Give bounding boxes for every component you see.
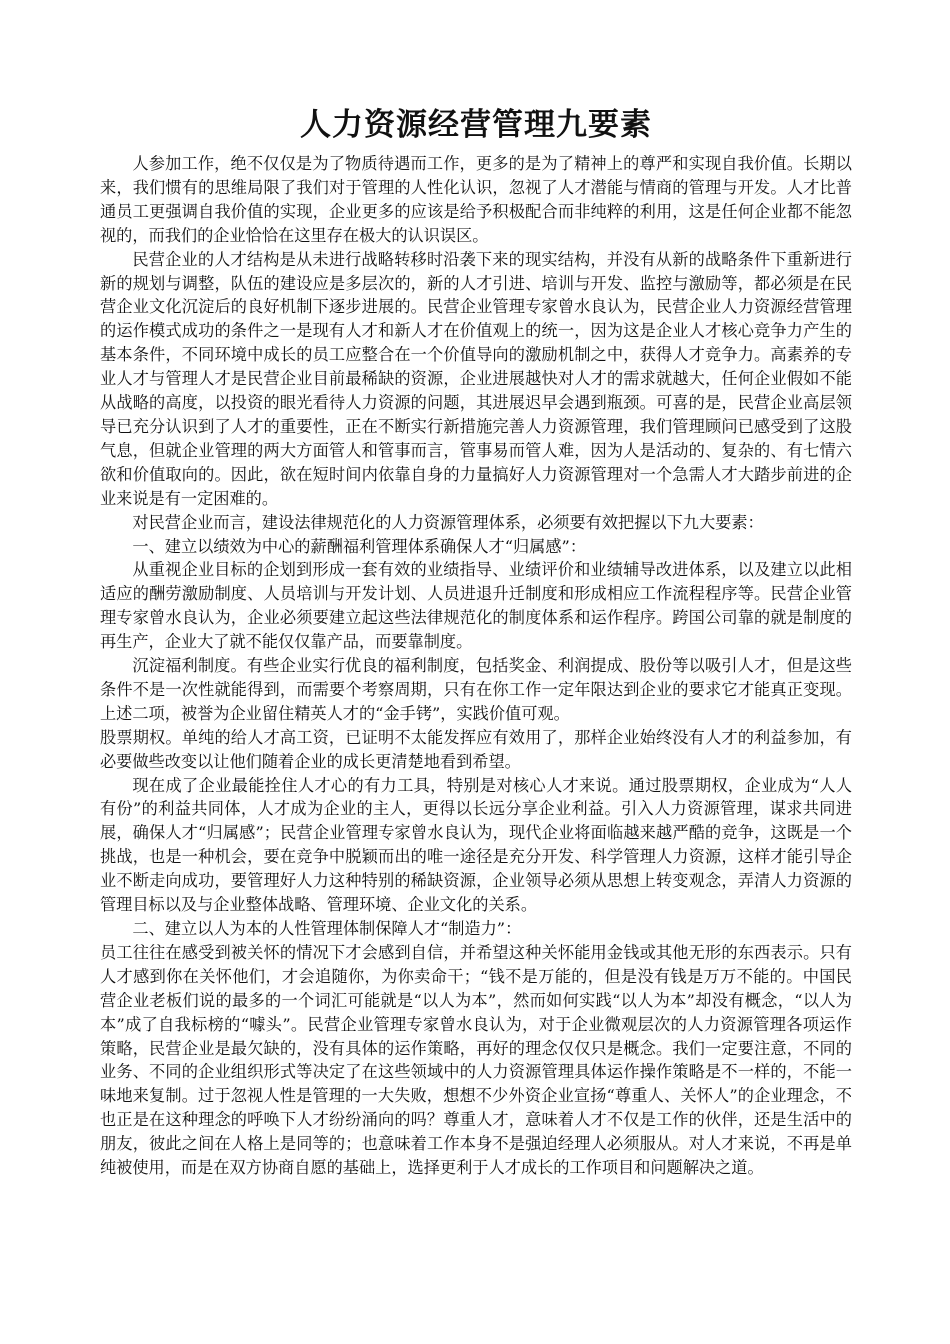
paragraph-welfare-system: 沉淀福利制度。有些企业实行优良的福利制度，包括奖金、利润提成、股份等以吸引人才，但是这些条件不是一次性就能得到，而需要个考察周期，只有在你工作一定年限达到企业的要求它才能真正变现。上述二项，被誉为企业留住精英人才的“金手铐”，实践价值可观。: [100, 656, 852, 723]
document-title: 人力资源经营管理九要素: [300, 107, 652, 143]
document-page: [100, 98, 852, 1180]
paragraph-talent-structure: 民营企业的人才结构是从未进行战略转移时沿袭下来的现实结构，并没有从新的战略条件下重新进行新的规划与调整，队伍的建设应是多层次的，新的人才引进、培训与开发、监控与激励等，都必须是在民营企业文化沉淀后的良好机制下逐步进展的。民营企业管理专家曾水良认为，民营企业人力资源经营管理的运作模式成功的条件之一是现有人才和新人才在价值观上的统一，因为这是企业人才核心竞争力产生的基本条件，不同环境中成长的员工应整合在一个价值导向的激励机制之中，获得人才竞争力。高素养的专业人才与管理人才是民营企业目前最稀缺的资源，企业进展越快对人才的需求就越大，任何企业假如不能从战略的高度，以投资的眼光看待人力资源的问题，其进展迟早会遇到瓶颈。可喜的是，民营企业高层领导已充分认识到了人才的重要性，正在不断实行新措施完善人力资源管理，我们管理顾问已感受到了这股气息，但就企业管理的两大方面管人和管事而言，管事易而管人难，因为人是活动的、复杂的、有七情六欲和价值取向的。因此，欲在短时间内依靠自身的力量搞好人力资源管理对一个急需人才大踏步前进的企业来说是有一定困难的。: [100, 249, 852, 508]
paragraph-intro: 人参加工作，绝不仅仅是为了物质待遇而工作，更多的是为了精神上的尊严和实现自我价值。长期以来，我们惯有的思维局限了我们对于管理的人性化认识，忽视了人才潜能与情商的管理与开发。人才比普通员工更强调自我价值的实现，企业更多的应该是给予积极配合而非纯粹的利用，这是任何企业都不能忽视的，而我们的企业恰恰在这里存在极大的认识误区。: [100, 154, 852, 245]
paragraph-stock-options: 股票期权。单纯的给人才高工资，已证明不太能发挥应有效用了，那样企业始终没有人才的利益参加，有必要做些改变以让他们随着企业的成长更清楚地看到希望。: [100, 727, 852, 771]
paragraph-people-oriented: 员工往往在感受到被关怀的情况下才会感到自信，并希望这种关怀能用金钱或其他无形的东西表示。只有人才感到你在关怀他们，才会追随你，为你卖命干；“钱不是万能的，但是没有钱是万万不能的。中国民营企业老板们说的最多的一个词汇可能就是“以人为本”，然而如何实践“以人为本”却没有概念，“以人为本”成了自我标榜的“噱头”。民营企业管理专家曾水良认为，对于企业微观层次的人力资源管理各项运作策略，民营企业是最欠缺的，没有具体的运作策略，再好的理念仅仅只是概念。我们一定要注意，不同的业务、不同的企业组织形式等决定了在这些领域中的人力资源管理具体运作操作策略是不一样的，不能一味地来复制。过于忽视人性是管理的一大失败，想想不少外资企业宣扬“尊重人、关怀人”的企业理念，不也正是在这种理念的呼唤下人才纷纷涌向的吗？尊重人才，意味着人才不仅是工作的伙伴，还是生活中的朋友，彼此之间在人格上是同等的；也意味着工作本身不是强迫经理人必须服从。对人才来说，不再是单纯被使用，而是在双方协商自愿的基础上，选择更利于人才成长的工作项目和问题解决之道。: [100, 942, 852, 1178]
paragraph-stock-options-effect: 现在成了企业最能拴住人才心的有力工具，特别是对核心人才来说。通过股票期权，企业成为“人人有份”的利益共同体，人才成为企业的主人，更得以长远分享企业利益。引入人力资源管理，谋求共同进展，确保人才“归属感”；民营企业管理专家曾水良认为，现代企业将面临越来越严酷的竞争，这既是一个挑战，也是一种机会，要在竞争中脱颖而出的唯一途径是充分开发、科学管理人力资源，这样才能引导企业不断走向成功，要管理好人力这种特别的稀缺资源，企业领导必须从思想上转变观念，弄清人力资源的管理目标以及与企业整体战略、管理环境、企业文化的关系。: [100, 775, 852, 915]
section-heading-2: 二、建立以人为本的人性管理体制保障人才“制造力”：: [132, 919, 522, 938]
paragraph-performance-system: 从重视企业目标的企划到形成一套有效的业绩指导、业绩评价和业绩辅导改进体系，以及建立以此相适应的酬劳激励制度、人员培训与开发计划、人员进退升迁制度和形成相应工作流程程序等。民营企业管理专家曾水良认为，企业必须要建立起这些法律规范化的制度体系和运作程序。跨国公司靠的就是制度的再生产，企业大了就不能仅仅靠产品，而要靠制度。: [100, 560, 852, 652]
section-heading-1: 一、建立以绩效为中心的薪酬福利管理体系确保人才“归属感”：: [132, 536, 587, 556]
paragraph-nine-elements-lead: 对民营企业而言，建设法律规范化的人力资源管理体系，必须要有效把握以下九大要素：: [132, 512, 764, 532]
